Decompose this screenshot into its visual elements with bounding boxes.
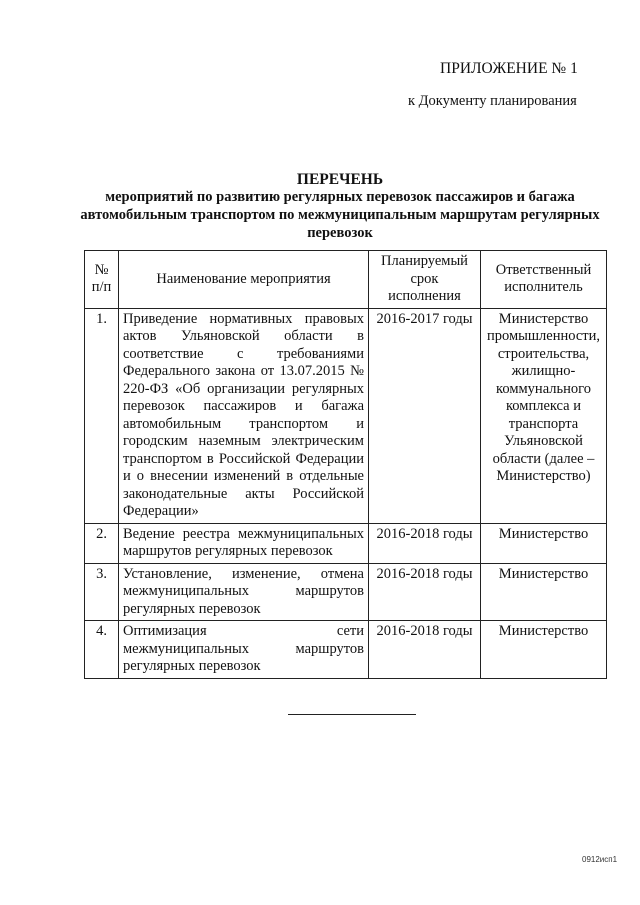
row-name: Приведение нормативных правовых актов Ульяновской области в соответствие с требованиями Федерального закона от 13.07.2015 № 220-ФЗ «Об организации регулярных перевозок пассажиров и багажа автомобильным транспортом и городским наземным электрическим транспортом в Российской Федерации и о внесении изменений в отдельные законодательные акты Российской Федерации» [119,308,369,523]
row-num: 1. [85,308,119,523]
header-num: № п/п [85,251,119,309]
document-code: 0912исп1 [582,855,618,864]
end-divider [288,714,416,715]
header-responsible: Ответственный исполнитель [481,251,607,309]
row-term: 2016-2017 годы [369,308,481,523]
row-num: 4. [85,621,119,679]
events-table [84,250,607,679]
row-responsible: Министерство [481,563,607,621]
row-name: Оптимизация сети межмуниципальных маршрутов регулярных перевозок [119,621,369,679]
table-row [85,308,607,523]
header-term: Планируемый срок исполнения [369,251,481,309]
document-heading: ПЕРЕЧЕНЬ [296,171,384,188]
table-header-row [85,251,607,309]
document-subheading: мероприятий по развитию регулярных перевозок пассажиров и багажа автомобильным транспортом по межмуниципальным маршрутам регулярных перевозок [80,189,600,241]
table-row [85,621,607,679]
row-term: 2016-2018 годы [369,523,481,563]
header-name: Наименование мероприятия [119,251,369,309]
row-name: Установление, изменение, отмена межмуниципальных маршрутов регулярных перевозок [119,563,369,621]
row-term: 2016-2018 годы [369,621,481,679]
row-responsible: Министерство промышленности, строительства, жилищно-коммунального комплекса и транспорта Ульяновской области (далее – Министерство) [481,308,607,523]
row-responsible: Министерство [481,523,607,563]
row-name: Ведение реестра межмуниципальных маршрутов регулярных перевозок [119,523,369,563]
annex-title: ПРИЛОЖЕНИЕ № 1 [440,60,578,77]
row-responsible: Министерство [481,621,607,679]
row-num: 2. [85,523,119,563]
annex-subtitle: к Документу планирования [408,93,577,109]
table-row [85,523,607,563]
table-row [85,563,607,621]
row-term: 2016-2018 годы [369,563,481,621]
row-num: 3. [85,563,119,621]
